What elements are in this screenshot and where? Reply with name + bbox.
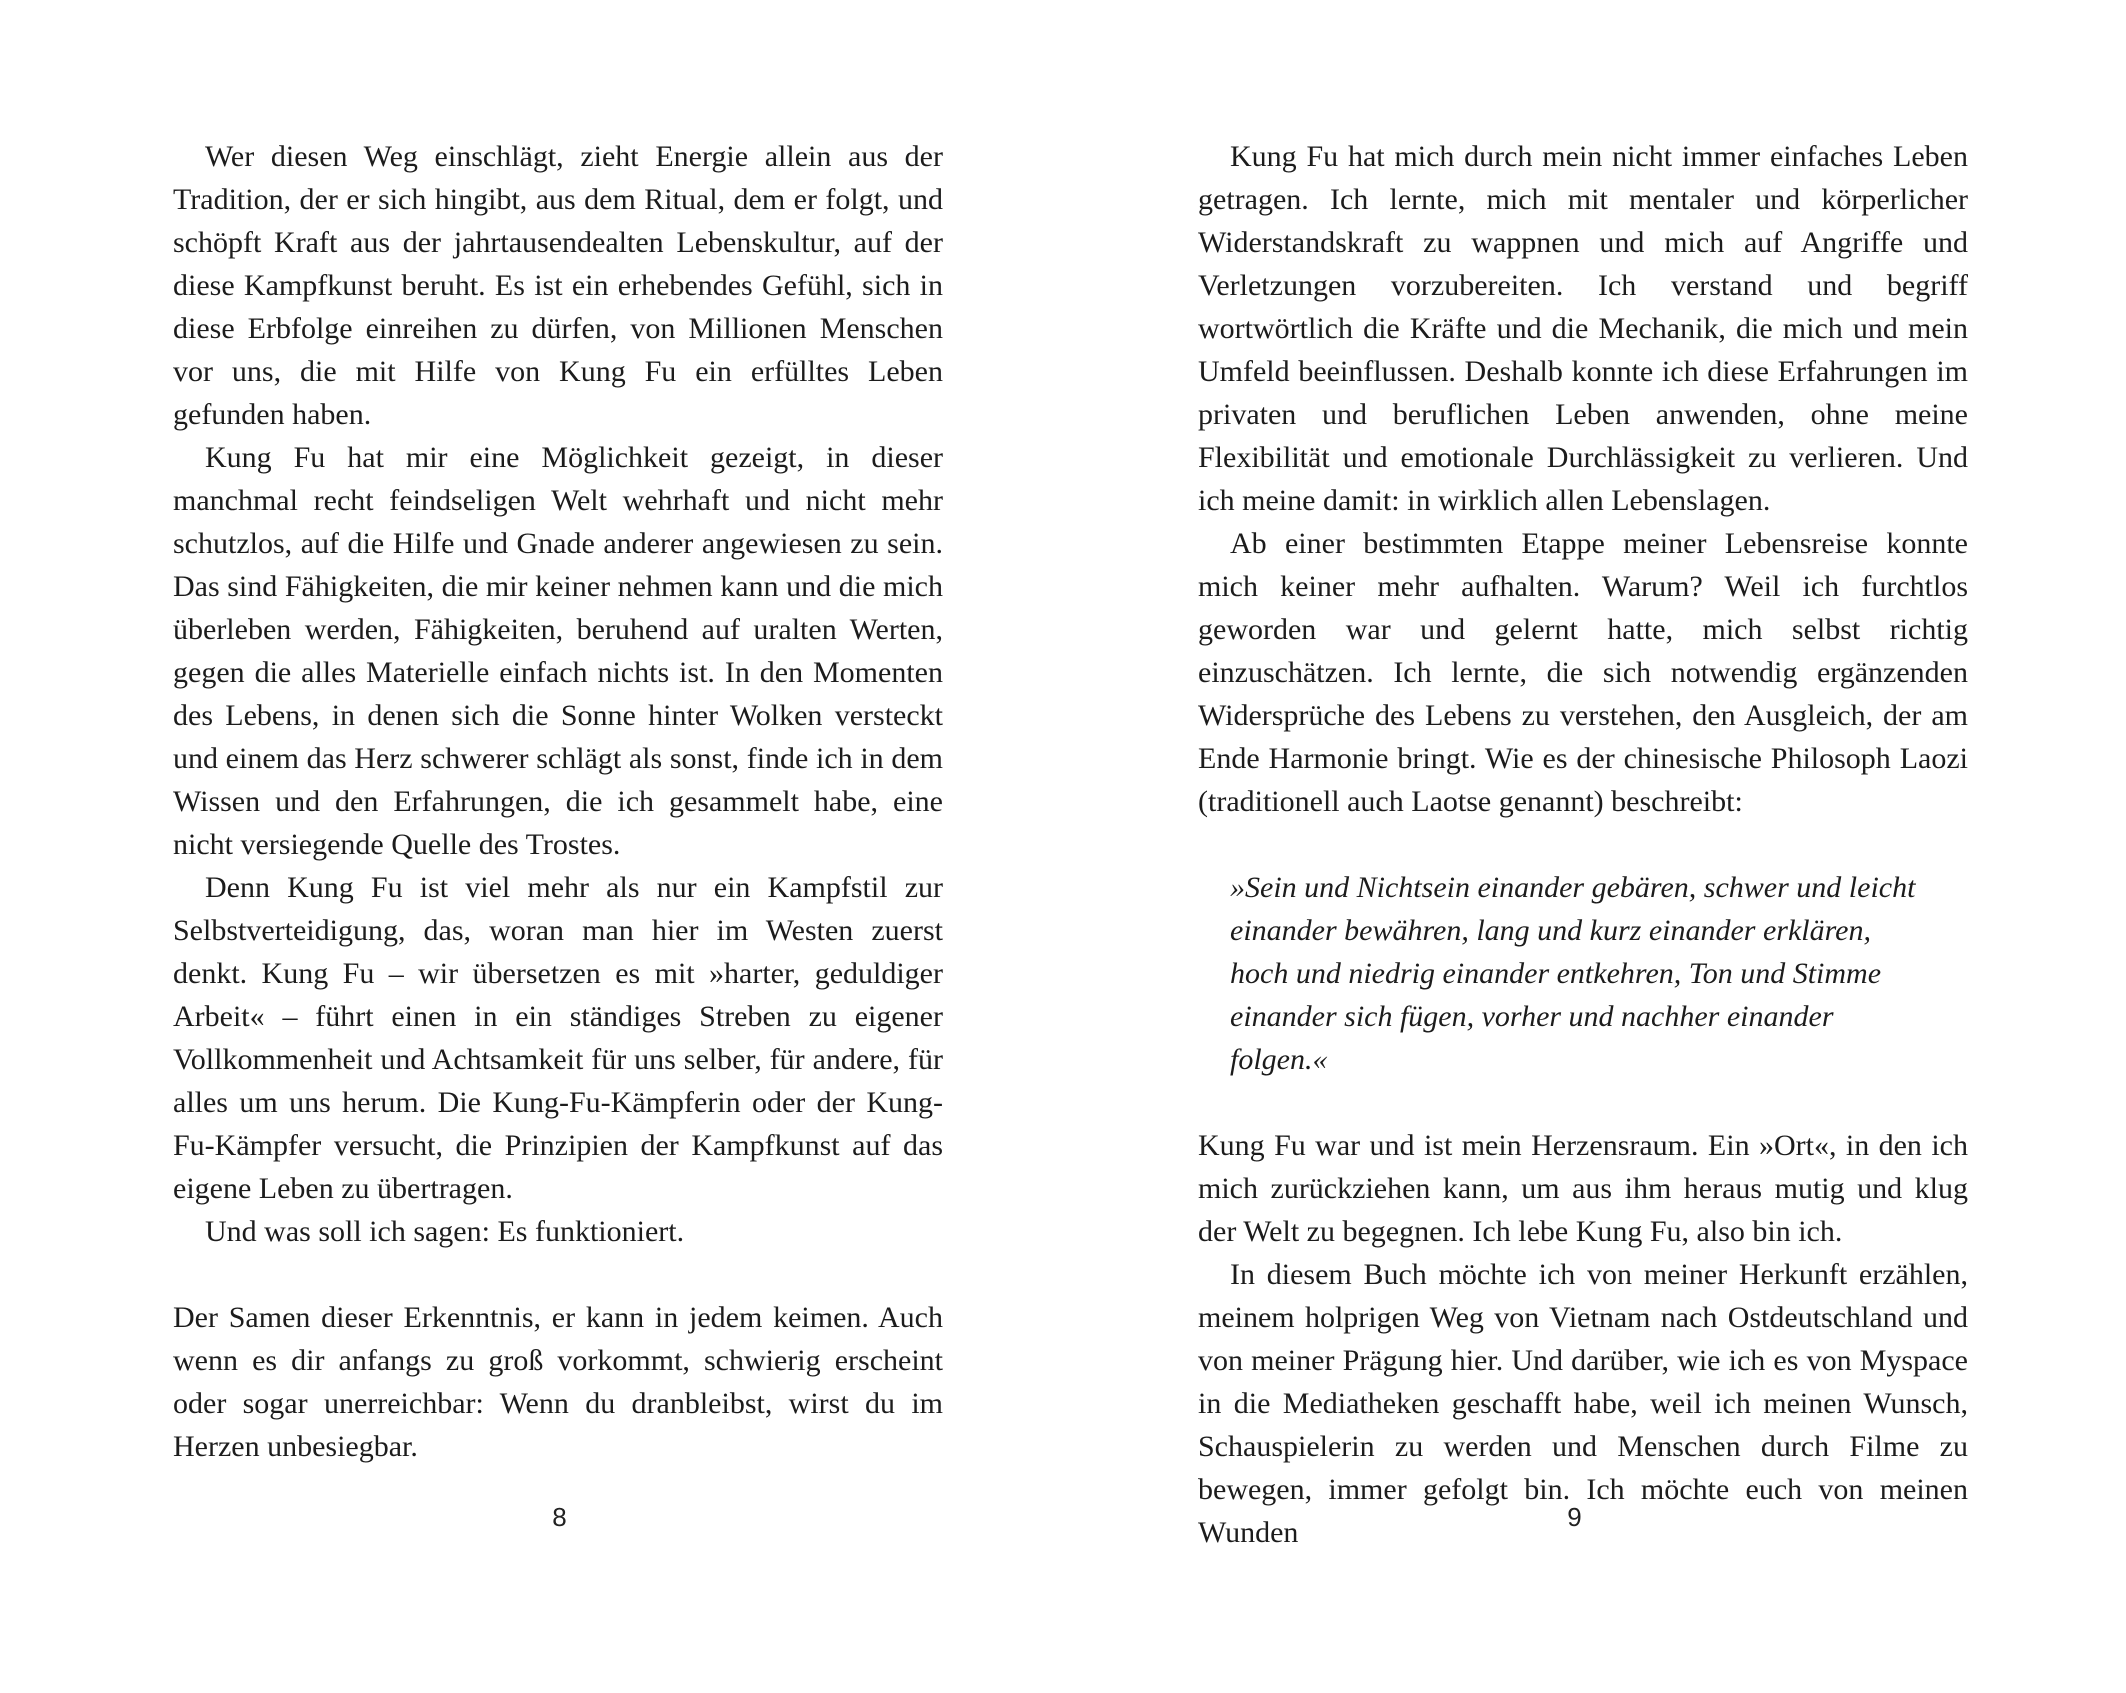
paragraph: Kung Fu hat mich durch mein nicht immer einfaches Leben getragen. Ich lernte, mich mit mentaler und körperlicher Widerstandskraft zu wappnen und mich auf Angriffe und Verletzungen vorzubereiten. Ich verstand und begriff wortwörtlich die Kräfte und die Mechanik, die mich und mein Umfeld beeinflussen. Deshalb konnte ich diese Erfahrungen im privaten und beruflichen Leben anwenden, ohne meine Flexibilität und emotionale Durchlässigkeit zu verlieren. Und ich meine damit: in wirklich allen Lebenslagen. — [1198, 140, 1968, 517]
paragraph: Denn Kung Fu ist viel mehr als nur ein Kampfstil zur Selbstverteidigung, das, woran man hier im Westen zuerst denkt. Kung Fu – wir übersetzen es mit »harter, geduldiger Arbeit« – führt einen in ein ständiges Streben zu eigener Vollkommenheit und Achtsamkeit für uns selber, für andere, für alles um uns herum. Die Kung-Fu-Kämpferin oder der Kung-Fu-Kämpfer versucht, die Prinzipien der Kampfkunst auf das eigene Leben zu übertragen. — [173, 871, 943, 1205]
paragraph: Der Samen dieser Erkenntnis, er kann in jedem keimen. Auch wenn es dir anfangs zu groß vorkommt, schwierig erscheint oder sogar unerreichbar: Wenn du dranbleibst, wirst du im Herzen unbesiegbar. — [173, 1301, 943, 1463]
paragraph: Wer diesen Weg einschlägt, zieht Energie allein aus der Tradition, der er sich hingibt, aus dem Ritual, dem er folgt, und schöpft Kraft aus der jahrtausendealten Lebenskultur, auf der diese Kampfkunst beruht. Es ist ein erhebendes Gefühl, sich in diese Erbfolge einreihen zu dürfen, von Millionen Menschen vor uns, die mit Hilfe von Kung Fu ein erfülltes Leben gefunden haben. — [173, 140, 943, 431]
paragraph: Kung Fu war und ist mein Herzensraum. Ein »Ort«, in den ich mich zurückziehen kann, um aus ihm heraus mutig und klug der Welt zu begegnen. Ich lebe Kung Fu, also bin ich. — [1198, 1129, 1968, 1248]
paragraph: Und was soll ich sagen: Es funktioniert. — [205, 1215, 685, 1248]
paragraph: Kung Fu hat mir eine Möglichkeit gezeigt, in dieser manchmal recht feindseligen Welt wehrhaft und nicht mehr schutzlos, auf die Hilfe und Gnade anderer angewiesen zu sein. Das sind Fähigkeiten, die mir keiner nehmen kann und die mich überleben werden, Fähigkeiten, beruhend auf uralten Werten, gegen die alles Materielle einfach nichts ist. In den Momenten des Lebens, in denen sich die Sonne hinter Wolken versteckt und einem das Herz schwerer schlägt als sonst, finde ich in dem Wissen und den Erfahrungen, die ich gesammelt habe, eine nicht versiegende Quelle des Trostes. — [173, 441, 943, 861]
page-number: 9 — [1567, 1502, 1582, 1532]
paragraph: Ab einer bestimmten Etappe meiner Lebensreise konnte mich keiner mehr aufhalten. Warum? Weil ich furchtlos geworden war und gelernt hatte, mich selbst richtig einzuschätzen. Ich lernte, die sich notwendig ergänzenden Widersprüche des Lebens zu verstehen, den Ausgleich, der am Ende Harmonie bringt. Wie es der chinesische Philosoph Laozi (traditionell auch Laotse genannt) beschreibt: — [1198, 527, 1968, 818]
left-page-text — [173, 135, 943, 1468]
block-quote: »Sein und Nichtsein einander gebären, schwer und leicht einander bewähren, lang und kurz einander erklären, hoch und niedrig einander entkehren, Ton und Stimme einander sich fügen, vorher und nachher einander folgen.« — [1230, 871, 1916, 1076]
paragraph: In diesem Buch möchte ich von meiner Herkunft erzählen, meinem holprigen Weg von Vietnam nach Ostdeutschland und von meiner Prägung hier. Und darüber, wie ich es von Myspace in die Mediatheken geschafft habe, weil ich meinen Wunsch, Schauspielerin zu werden und Menschen durch Filme zu bewegen, immer gefolgt bin. Ich möchte euch von meinen Wunden — [1198, 1258, 1968, 1549]
page-number: 8 — [552, 1502, 567, 1532]
right-page — [1063, 0, 2126, 1693]
right-page-text — [1198, 135, 1968, 1554]
